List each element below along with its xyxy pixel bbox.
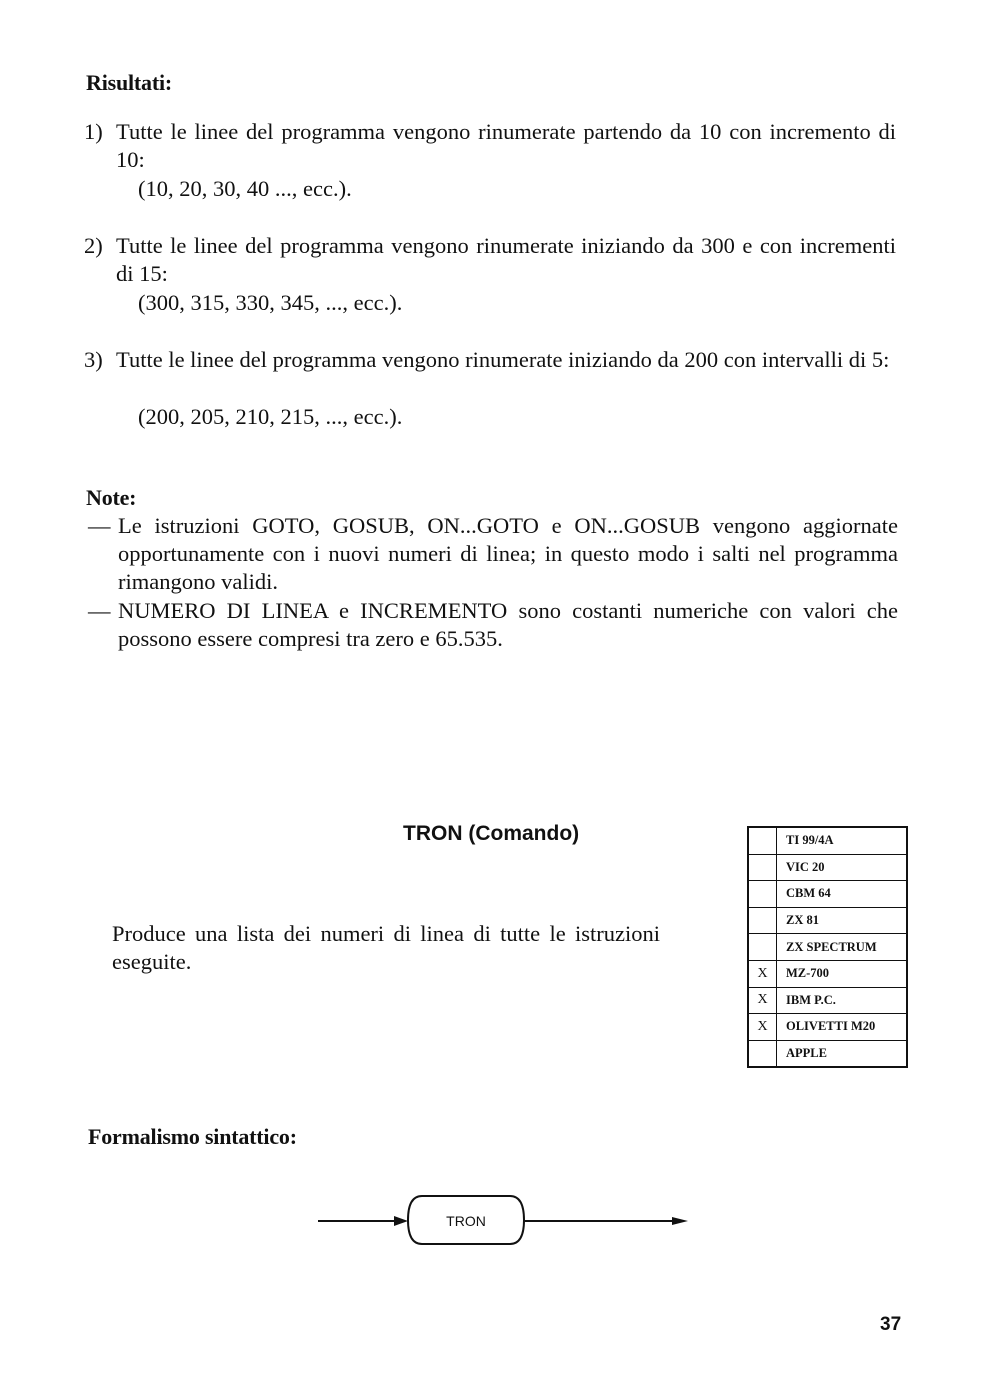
result-text: Tutte le linee del programma vengono rinumerate iniziando da 300 e con incrementi di 15: [116, 233, 896, 286]
notes-heading: Note: [86, 485, 137, 510]
note-dash: — [88, 513, 111, 538]
compat-mark [748, 854, 777, 881]
result-item-2 [0, 232, 988, 322]
syntax-keyword: TRON [446, 1213, 486, 1229]
compat-name: OLIVETTI M20 [777, 1014, 908, 1041]
result-text: Tutte le linee del programma vengono rinumerate iniziando da 200 con intervalli di 5: [116, 347, 890, 372]
result-text: Tutte le linee del programma vengono rinumerate partendo da 10 con incremento di 10: [116, 119, 896, 172]
compat-mark [748, 1040, 777, 1067]
compat-name: CBM 64 [777, 881, 908, 908]
compat-name: VIC 20 [777, 854, 908, 881]
syntax-exit-arrow-icon [672, 1217, 688, 1225]
compat-name: APPLE [777, 1040, 908, 1067]
compat-mark [748, 881, 777, 908]
compat-name: ZX SPECTRUM [777, 934, 908, 961]
compat-mark [748, 907, 777, 934]
result-sequence: (10, 20, 30, 40 ..., ecc.). [138, 176, 352, 201]
compat-row-zx81 [748, 907, 907, 934]
compat-name: IBM P.C. [777, 987, 908, 1014]
compatibility-table [747, 826, 908, 1068]
result-number: 3) [84, 347, 103, 372]
compat-name: MZ-700 [777, 960, 908, 987]
result-item-1 [0, 118, 988, 208]
tron-title: TRON (Comando) [403, 822, 580, 845]
note-text: Le istruzioni GOTO, GOSUB, ON...GOTO e ON...GOSUB vengono aggiornate opportunamente con i nuovi numeri di linea; in questo modo i salti nel programma rimangono validi. [118, 513, 898, 594]
compat-row-ibmpc [748, 987, 907, 1014]
result-sequence: (300, 315, 330, 345, ..., ecc.). [138, 290, 403, 315]
note-text: NUMERO DI LINEA e INCREMENTO sono costanti numeriche con valori che possono essere compresi tra zero e 65.535. [118, 598, 898, 651]
compat-mark: X [748, 987, 777, 1014]
page-number: 37 [880, 1314, 902, 1335]
compat-mark [748, 827, 777, 854]
compat-row-olivettim20 [748, 1014, 907, 1041]
syntax-entry-arrow-icon [394, 1216, 408, 1226]
results-heading: Risultati: [86, 70, 173, 95]
tron-description: Produce una lista dei numeri di linea di tutte le istruzioni eseguite. [112, 921, 660, 974]
compat-row-mz700 [748, 960, 907, 987]
compat-row-apple [748, 1040, 907, 1067]
compat-row-vic20 [748, 854, 907, 881]
note-item-2 [0, 597, 988, 653]
compat-row-cbm64 [748, 881, 907, 908]
compat-name: ZX 81 [777, 907, 908, 934]
compat-row-ti994a [748, 827, 907, 854]
syntax-diagram [310, 1188, 700, 1252]
note-item-1 [0, 512, 988, 596]
compat-row-zxspectrum [748, 934, 907, 961]
compat-name: TI 99/4A [777, 827, 908, 854]
result-number: 2) [84, 233, 103, 258]
compat-mark: X [748, 960, 777, 987]
result-item-3 [0, 346, 988, 436]
compat-mark: X [748, 1014, 777, 1041]
result-sequence: (200, 205, 210, 215, ..., ecc.). [138, 404, 403, 429]
syntax-heading: Formalismo sintattico: [88, 1124, 297, 1149]
note-dash: — [88, 598, 111, 623]
result-number: 1) [84, 119, 103, 144]
compat-mark [748, 934, 777, 961]
